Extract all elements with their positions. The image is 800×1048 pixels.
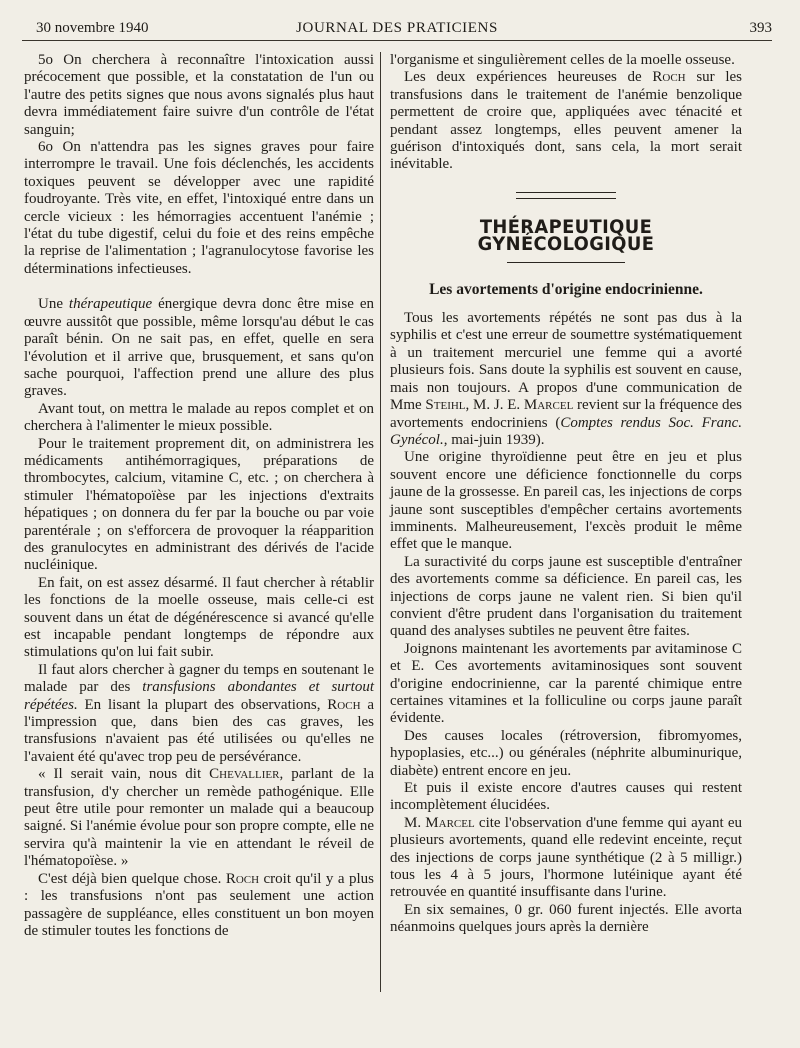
paragraph: « Il serait vain, nous dit Chevallier, parlant de la transfusion, d'y chercher un remède pathogénique. Elle peut être utile pour remonter un malade qui a beaucoup saigné. Si l'anémie évolue pour son propre compte, elle ne servira qu'à maintenir la vie en attendant le réveil de l'hématopoïèse. » xyxy=(24,766,374,870)
section-title: THÉRAPEUTIQUE GYNÉCOLOGIQUE xyxy=(477,215,655,256)
title-underline xyxy=(507,262,625,263)
paragraph: Les deux expériences heureuses de Roch sur les transfusions dans le traitement de l'anémie benzolique permettent de croire que, appliquées avec ténacité et pendant assez longtemps, elles peuvent amener la guérison d'intoxiqués dont, sans cela, la mort serait inévitable. xyxy=(390,69,743,173)
paragraph: Une origine thyroïdienne peut être en jeu et plus souvent encore une déficience fonctionnelle du corps jaune de la grossesse. En pareil cas, les injections de corps jaune sont susceptibles d'empêcher certains avortements imminents. Malheureusement, l'excès produit le même effet que le manque. xyxy=(390,449,742,553)
paragraph: 6o On n'attendra pas les signes graves pour faire interrompre le travail. Une fois déclenchés, les accidents toxiques peuvent se développer avec une rapidité foudroyante. Très vite, en effet, l'intoxiqué entre dans un cercle vicieux : les hémorragies accentuent l'anémie ; l'état du tube digestif, celui du foie et des reins empêche la reprise de l'alimentation ; l'agranulocytose favorise les déterminations infectieuses. xyxy=(24,139,374,277)
paragraph: Une thérapeutique énergique devra donc être mise en œuvre aussitôt que possible, même lorsqu'au début le cas paraît bénin. On ne sait pas, en effet, quelle en sera l'évolution et il arrive que, brusquement, et sans qu'on sache pourquoi, l'affection prend une allure des plus graves. xyxy=(24,296,374,400)
paragraph: M. Marcel cite l'observation d'une femme qui ayant eu plusieurs avortements, quand elle redevint enceinte, reçut des injections de corps jaune synthétique (2 à 5 milligr.) tous les 4 à 5 jours, l'hormone lutéinique ayant été retrouvée en quantité insuffisante dans l'urine. xyxy=(390,814,742,901)
paragraph: La suractivité du corps jaune est susceptible d'entraîner des avortements comme sa déficience. En pareil cas, les injections de corps jaune ne valent rien. Si bien qu'il convient d'être prudent dans l'organisation du traitement quand des analyses subtiles ne peuvent être faites. xyxy=(390,553,742,640)
column-divider xyxy=(380,52,381,992)
right-column xyxy=(390,52,742,1048)
paragraph: l'organisme et singulièrement celles de la moelle osseuse. xyxy=(390,52,735,68)
paragraph: 5o On cherchera à reconnaître l'intoxication aussi précocement que possible, et la constatation de l'un ou l'autre des petits signes que nous avons signalés plus haut devra immédiatement faire suivre d'un contrôle de l'état sanguin; xyxy=(24,52,374,138)
article-subtitle: Les avortements d'origine endocrinienne. xyxy=(429,280,703,298)
left-column xyxy=(24,52,374,1048)
paragraph: Il faut alors chercher à gagner du temps en soutenant le malade par des transfusions abondantes et surtout répétées. En lisant la plupart des observations, Roch a l'impression que, dans bien des cas graves, les transfusions n'avaient pas été utilisées ou qu'elles ne l'avaient été qu'avec trop peu de persévérance. xyxy=(24,661,374,765)
page-number: 393 xyxy=(749,20,772,36)
paragraph: En fait, on est assez désarmé. Il faut chercher à rétablir les fonctions de la moelle osseuse, mais celle-ci est souvent dans un état de dégénérescence si avancé qu'elle est incapable pendant longtemps de répondre aux stimulations qu'on lui fait subir. xyxy=(24,574,374,661)
section-separator xyxy=(516,192,616,199)
paragraph: Des causes locales (rétroversion, fibromyomes, hypoplasies, etc...) ou générales (néphrite albuminurique, diabète) entrent encore en jeu. xyxy=(390,727,742,779)
paragraph: Pour le traitement proprement dit, on administrera les médicaments antihémorragiques, préparations de thrombocytes, calcium, vitamine C, etc. ; on cherchera à stimuler l'hématopoïèse par les injections d'extraits hépatiques ; on donnera du fer par la bouche ou par voie parentérale ; on s'efforcera de provoquer la réapparition des granulocytes en administrant des dérivés de l'acide nucléinique. xyxy=(24,435,374,574)
paragraph: En six semaines, 0 gr. 060 furent injectés. Elle avorta néanmoins quelques jours après la dernière xyxy=(390,901,742,936)
paragraph: Joignons maintenant les avortements par avitaminose C et E. Ces avortements avitaminosiques sont souvent d'origine endocrinienne, car la parenté chimique entre certaines vitamines et la folliculine ou corps jaune paraît évidente. xyxy=(390,640,742,727)
paragraph: Avant tout, on mettra le malade au repos complet et on cherchera à l'alimenter le mieux possible. xyxy=(24,400,374,435)
paragraph: Tous les avortements répétés ne sont pas dus à la syphilis et c'est une erreur de soumettre systématiquement à un traitement mercuriel une femme qui a avorté plusieurs fois. Sans doute la syphilis est souvent en cause, mais non toujours. A propos d'une communication de Mme Steihl, M. J. E. Marcel revient sur la fréquence des avortements endocriniens (Comptes rendus Soc. Franc. Gynécol., mai-juin 1939). xyxy=(390,310,742,448)
paragraph: C'est déjà bien quelque chose. Roch croit qu'il y a plus : les transfusions n'ont pas seulement une action passagère de suppléance, elles constituent un bon moyen de stimuler toutes les fonctions de xyxy=(24,870,374,939)
issue-date: 30 novembre 1940 xyxy=(36,20,149,36)
page-header xyxy=(22,14,772,41)
journal-title: JOURNAL DES PRATICIENS xyxy=(296,20,498,36)
paragraph: Et puis il existe encore d'autres causes qui restent incomplètement élucidées. xyxy=(390,780,742,814)
